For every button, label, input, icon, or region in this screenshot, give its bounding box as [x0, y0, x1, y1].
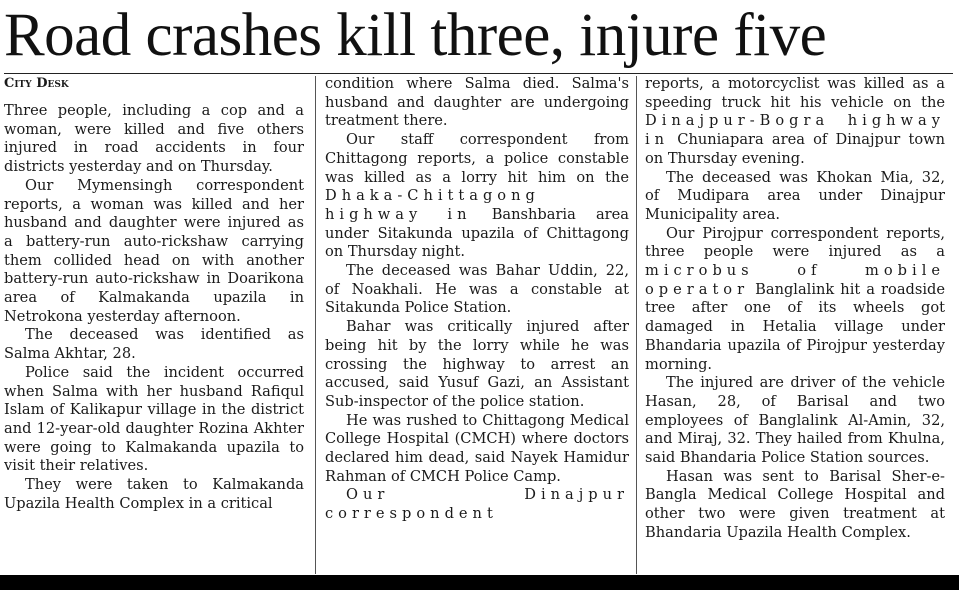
paragraph: Bahar was critically injured after being hit by the lorry while he was crossing the highway to arrest an accused, said Yusuf Gazi, an Assistant Sub-inspector of the police station.: [325, 318, 629, 410]
paragraph-text: Our staff correspondent from Chittagong reports, a police constable was killed as a lorry hit him on the: [325, 131, 629, 186]
spaced-line: Dhaka-Chittagong highway in: [325, 187, 540, 223]
paragraph: Police said the incident occurred when Salma with her husband Rafiqul Islam of Kalikapur village in the district and 12-year-old daughter Rozina Akhter were going to Kalmakanda upazila to visit their relatives.: [4, 363, 304, 475]
article-column-2: [325, 75, 629, 575]
paragraph: The deceased was identified as Salma Akhtar, 28.: [4, 326, 304, 363]
paragraph: Our Dinajpur correspondent: [325, 486, 629, 523]
paragraph-text: reports, a motorcyclist was killed as a speeding truck hit his vehicle on the: [645, 75, 945, 111]
article-column-3: [645, 75, 945, 575]
paragraph: The injured are driver of the vehicle Hasan, 28, of Barisal and two employees of Banglalink Al-Amin, 32, and Miraj, 32. They hailed from Khulna, said Bhandaria Police Station sources.: [645, 374, 945, 467]
paragraph: He was rushed to Chittagong Medical College Hospital (CMCH) where doctors declared him dead, said Nayek Hamidur Rahman of CMCH Police Camp.: [325, 411, 629, 485]
paragraph-text: Banshbaria area under Sitakunda upazila of Chittagong on Thursday night.: [325, 205, 629, 261]
spaced-line: Dinajpur-Bogra highway in: [645, 112, 945, 149]
bottom-edge-bar: [0, 575, 959, 590]
paragraph-text: Chuniapara area of Dinajpur town on Thursday evening.: [645, 131, 945, 167]
headline-rule: [4, 73, 953, 74]
spaced-line: microbus of mobile operator: [645, 262, 945, 298]
headline: Road crashes kill three, injure five: [4, 2, 827, 69]
column-divider: [636, 76, 637, 574]
paragraph-text: Banglalink hit a roadside tree after one of its wheels got damaged in Hetalia village under Bhandaria upazila of Pirojpur yesterday morning.: [645, 280, 945, 373]
paragraph: [645, 225, 945, 375]
paragraph-text: Our Pirojpur correspondent reports, three people were injured as a: [645, 224, 945, 261]
paragraph: The deceased was Khokan Mia, 32, of Mudipara area under Dinajpur Municipality area.: [645, 168, 945, 223]
byline: City Desk: [4, 76, 69, 91]
paragraph: Three people, including a cop and a woman, were killed and five others injured in road accidents in four districts yesterday and on Thursday.: [4, 102, 304, 176]
paragraph: They were taken to Kalmakanda Upazila Health Complex in a critical: [4, 476, 304, 512]
article-column-1: [4, 75, 304, 575]
paragraph: Hasan was sent to Barisal Sher-e-Bangla Medical College Hospital and other two were given treatment at Bhandaria Upazila Health Complex.: [645, 467, 945, 541]
paragraph: [325, 131, 629, 262]
paragraph: condition where Salma died. Salma's husband and daughter are undergoing treatment there.: [325, 75, 629, 130]
paragraph: [645, 75, 945, 169]
paragraph: Our Mymensingh correspondent reports, a woman was killed and her husband and daughter were injured as a battery-run auto-rickshaw carrying them collided head on with another battery-run auto-rickshaw in Doarikona area of Kalmakanda upazila in Netrokona yesterday afternoon.: [4, 176, 304, 325]
paragraph: The deceased was Bahar Uddin, 22, of Noakhali. He was a constable at Sitakunda Police Station.: [325, 262, 629, 317]
column-divider: [315, 76, 316, 574]
